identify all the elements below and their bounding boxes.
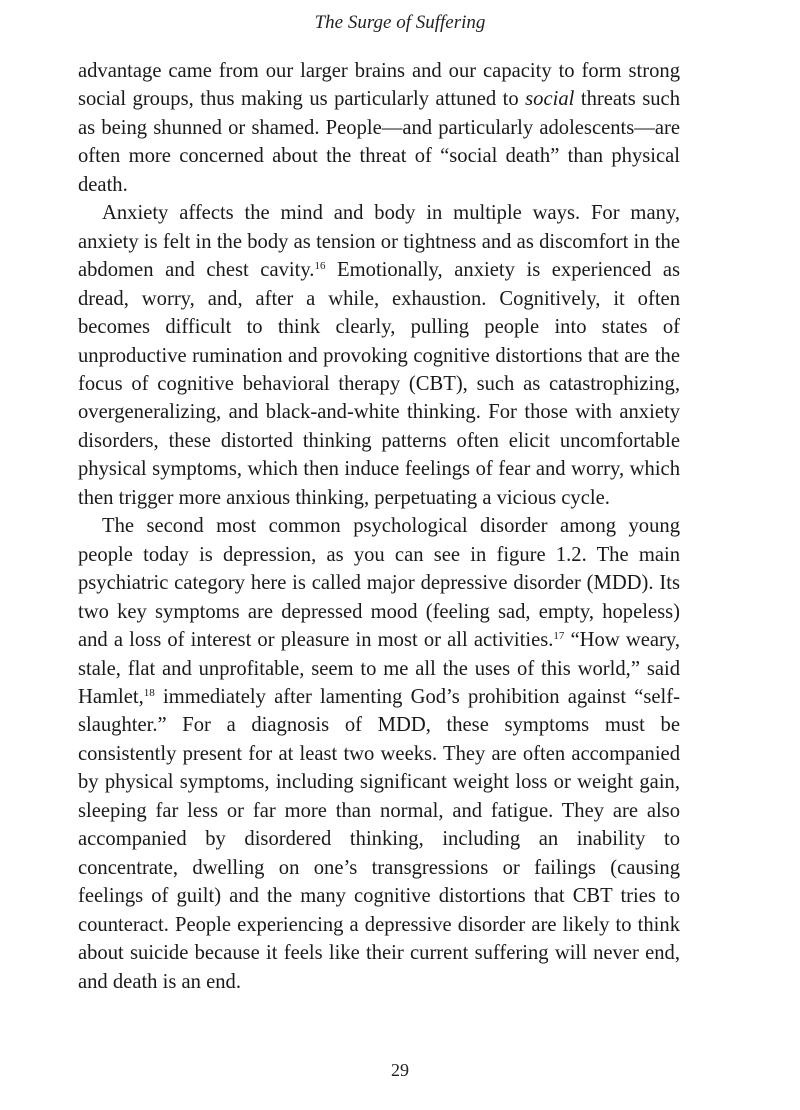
paragraph-3 <box>78 512 680 996</box>
footnote-ref-18: 18 <box>143 686 155 699</box>
paragraph-1 <box>78 57 680 199</box>
paragraph-3-text-a: The second most common psychological disorder among young people today is depression, as you can see in figure 1.2. The main psychiatric category here is called major depressive disorder (MDD). Its two key symptoms are depressed mood (feeling sad, empty, hopeless) and a loss of interest or pleasure in most or all activities. <box>78 515 680 652</box>
paragraph-3-text-b: “How weary, stale, flat and unprofitable, seem to me all the uses of this world,” said Hamlet, <box>78 629 680 708</box>
paragraph-2-text-a: Anxiety affects the mind and body in multiple ways. For many, anxiety is felt in the body as tension or tightness and as discomfort in the abdomen and chest cavity. <box>78 202 680 282</box>
running-head: The Surge of Suffering <box>314 12 486 33</box>
footnote-ref-17: 17 <box>553 630 565 643</box>
paragraph-2-text-b: Emotionally, anxiety is experienced as dread, worry, and, after a while, exhaustion. Cognitively, it often becomes difficult to think clearly, pulling people into states of unproductive rumination and provoking cognitive distortions that are the focus of cognitive behavioral therapy (CBT), such as catastrophizing, overgeneralizing, and black-and-white thinking. For those with anxiety disorders, these distorted thinking patterns often elicit uncomfortable physical symptoms, which then induce feelings of fear and worry, which then trigger more anxious thinking, perpetuating a vicious cycle. <box>78 259 681 509</box>
paragraph-1-emphasis: social <box>525 88 575 111</box>
page-number: 29 <box>391 1060 409 1080</box>
paragraph-3-text-c: immediately after lamenting God’s prohibition against “self-slaughter.” For a diagnosis of MDD, these symptoms must be consistently present for at least two weeks. They are often accompanied by physical symptoms, including significant weight loss or weight gain, sleeping far less or far more than normal, and fatigue. They are also accompanied by disordered thinking, including an inability to concentrate, dwelling on one’s transgressions or failings (causing feelings of guilt) and the many cognitive distortions that CBT tries to counteract. People experiencing a depressive disorder are likely to think about suicide because it feels like their current suffering will never end, and death is an end. <box>78 685 680 993</box>
paragraph-1-text-a: advantage came from our larger brains and our capacity to form strong social groups, thus making us particularly attuned to <box>78 60 680 111</box>
paragraph-2 <box>78 199 680 512</box>
footnote-ref-16: 16 <box>314 260 326 273</box>
body-text <box>78 57 680 996</box>
paragraph-1-text-b: threats such as being shunned or shamed. People—and particularly adolescents—are often more concerned about the threat of “social death” than physical death. <box>78 88 680 196</box>
